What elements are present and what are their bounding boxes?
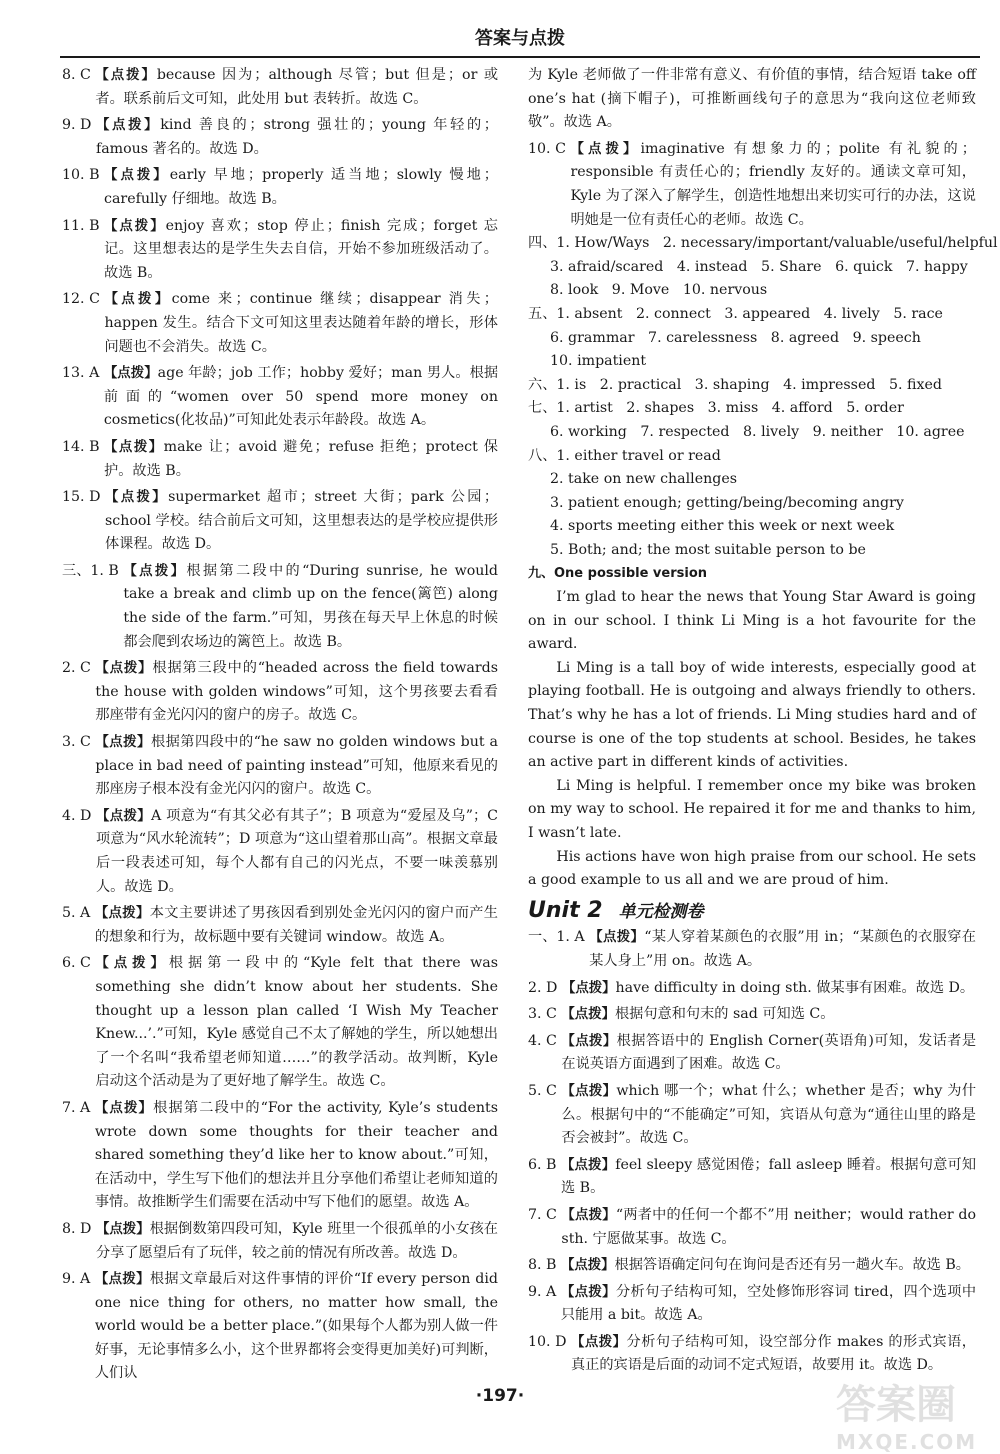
explanation-content: 为 Kyle 老师做了一件非常有意义、有价值的事情，结合短语 take off one’s hat (摘下帽子)，可推断画线句子的意思为“我向这位老师致敬”。故选 A。 [528, 67, 976, 131]
answer-line: 8. look 9. Move 10. nervous [550, 282, 768, 299]
answer-entry [62, 560, 498, 654]
hint-tag: 【点拨】 [95, 68, 157, 83]
header-title: 答案与点拨 [475, 28, 565, 49]
answer-line: 3. afraid/scared 4. instead 5. Share 6. quick 7. happy [550, 258, 968, 275]
answer-number: 11. B [62, 217, 105, 234]
hint-tag: 【点拨】 [561, 1033, 617, 1049]
hint-tag: 【点拨】 [570, 141, 641, 157]
explanation-content: A 项意为“有其父必有其子”；B 项意为“爱屋及乌”；C 项意为“风水轮流转”；D 项意为“这山望着那山高”。根据文章最后一段表述可知，每个人都有自己的闪光点，不要一味羡慕别人。故选 D。 [95, 807, 498, 895]
hint-tag: 【点拨】 [561, 1007, 615, 1023]
answer-entry [62, 1218, 498, 1265]
hint-tag: 【点拨】 [94, 906, 150, 922]
essay-paragraph: His actions have won high praise from our school. He sets a good example to us all and we are proud of him. [528, 848, 976, 889]
hint-tag: 【点拨】 [104, 490, 169, 506]
explanation-content: imaginative 有想象力的；polite 有礼貌的；responsible 有责任心的；friendly 友好的。通读文章可知，Kyle 为了深入了解学生，创造性地想出来切实可行的办法，这说明她是一位有责任心的老师。故选 C。 [570, 140, 976, 228]
answer-number: 7. C [528, 1206, 562, 1223]
explanation-text [561, 1080, 976, 1151]
left-column [62, 64, 498, 1386]
explanation-content: “某人穿着某颜色的衣服”用 in；“某颜色的衣服穿在某人身上”用 on。故选 A。 [589, 929, 976, 969]
answer-entry [62, 486, 498, 557]
hint-tag: 【点拨】 [104, 218, 166, 234]
explanation-text [104, 288, 498, 359]
explanation-content: 根据第一段中的“Kyle felt that there was something she didn’t know about her students. She thought up a lesson plan called ‘I Wish My Teacher Knew...’.”可知，Kyle 感觉自己不太了解她的学生，所以她想出了一个名叫“我希望老师知道……”的教学活动。故判断，Kyle 启动这个活动是为了更好地了解学生。故选 C。 [95, 955, 498, 1090]
answer-entry [62, 215, 498, 286]
answer-number: 9. A [62, 1271, 95, 1288]
explanation-text [96, 114, 498, 161]
answer-line: 七、1. artist 2. shapes 3. miss 4. afford 5. order [528, 400, 904, 417]
hint-tag: 【点拨】 [561, 1207, 616, 1223]
hint-tag: 【点拨】 [123, 563, 187, 579]
page-number: ·197· [475, 1386, 525, 1406]
answer-line: 八、1. either travel or read [528, 447, 721, 464]
answer-line: 五、1. absent 2. connect 3. appeared 4. lively 5. race [528, 305, 943, 322]
explanation-content: come 来；continue 继续；disappear 消失；happen 发生。结合下文可知这里表达随着年龄的增长，形体问题也不会消失。故选 C。 [104, 291, 498, 355]
explanation-content: supermarket 超市；street 大街；park 公园；school 学校。结合前后文可知，这里想表达的是学校应提供形体课程。故选 D。 [104, 489, 499, 553]
explanation-content: kind 善良的；strong 强壮的；young 年轻的；famous 著名的。故选 D。 [95, 117, 498, 157]
hint-tag: 【点拨】 [560, 1284, 616, 1300]
answer-entry [62, 64, 498, 111]
answer-entry [528, 926, 976, 973]
section-nine-label: 九、One possible version [528, 566, 708, 582]
explanation-content: 根据答语确定问句在询问是否还有另一趟火车。故选 B。 [614, 1257, 970, 1274]
answer-number: 10. D [528, 1333, 571, 1350]
answer-entry [62, 657, 498, 728]
hint-tag: 【点拨】 [589, 930, 645, 946]
answer-number: 6. B [528, 1156, 561, 1173]
answer-entry [62, 164, 498, 211]
unit-title: Unit 2 [528, 897, 603, 923]
answer-entry [62, 436, 498, 483]
explanation-text [561, 1003, 976, 1027]
page-header [60, 22, 980, 58]
answer-entry [62, 362, 498, 433]
hint-tag: 【点拨】 [95, 118, 161, 134]
answer-line: 6. grammar 7. carelessness 8. agreed 9. speech [550, 329, 921, 346]
explanation-content: have difficulty in doing sth. 做某事有困难。故选 D。 [615, 979, 975, 996]
answer-entry [528, 1003, 976, 1027]
hint-tag: 【点拨】 [560, 1258, 615, 1274]
hint-tag: 【点拨】 [560, 1157, 616, 1173]
explanation-text [95, 1097, 498, 1215]
explanation-text [96, 805, 498, 899]
answer-entry [62, 114, 498, 161]
explanation-content: 根据倒数第四段可知，Kyle 班里一个很孤单的小女孩在分享了愿望后有了玩伴，较之前的情况有所改善。故选 D。 [95, 1220, 498, 1261]
answer-entry [528, 1204, 976, 1251]
hint-tag: 【点拨】 [94, 1272, 150, 1288]
explanation-text [561, 1254, 976, 1278]
answer-number: 13. A [62, 365, 104, 382]
explanation-content: 分析句子结构可知，空处修饰形容词 tired，四个选项中只能用 a bit。故选 A。 [560, 1283, 977, 1324]
hint-tag: 【点拨】 [561, 980, 616, 996]
answer-number: 3. C [62, 734, 96, 751]
answer-number: 14. B [62, 438, 105, 455]
answer-number: 4. C [528, 1032, 562, 1049]
answer-entry [528, 1154, 976, 1201]
answer-line: 10. impatient [550, 353, 647, 370]
answer-number: 9. A [528, 1283, 561, 1300]
explanation-content: 根据文章最后对这件事情的评价“If every person did one nice thing for others, no matter how small, the world would be a better place.”(如果每个人都为别人做一件好事，无论事情多么小，这个世界都将会变得更加美好)可判断，人们认 [94, 1271, 499, 1382]
explanation-text [105, 486, 498, 557]
hint-tag: 【点拨】 [561, 1083, 617, 1099]
explanation-content: 根据第二段中的“During sunrise, he would take a break and climb up on the fence(篱笆) along the side of the farm.”可知，男孩在每天早上休息的时候都会爬到农场边的篱笆上。故选 B。 [123, 562, 499, 650]
essay-paragraph: Li Ming is helpful. I remember once my bike was broken on my way to school. He repaired it for me and thanks to him, I wasn’t late. [528, 777, 976, 841]
answer-line: 5. Both; and; the most suitable person to be [550, 541, 866, 558]
explanation-text [561, 1281, 976, 1328]
explanation-content: age 年龄；job 工作；hobby 爱好；man 男人。根据前面的“women over 50 spend more money on cosmetics(化妆品)”可知此处表示年龄段。故选 A。 [103, 365, 499, 429]
explanation-content: make 让；avoid 避免；refuse 拒绝；protect 保护。故选 B。 [104, 438, 498, 479]
answer-number: 3. C [528, 1006, 562, 1023]
explanation-content: feel sleepy 感觉困倦；fall asleep 睡着。根据句意可知选 B。 [560, 1156, 977, 1197]
answer-number: 一、1. A [528, 929, 590, 946]
explanation-text [570, 138, 976, 232]
answer-entry [528, 64, 976, 135]
explanation-text [561, 1030, 976, 1077]
hint-tag: 【点拨】 [104, 168, 170, 184]
hint-tag: 【点拨】 [94, 1100, 154, 1116]
explanation-text [95, 64, 498, 111]
explanation-text [104, 215, 498, 286]
explanation-text [104, 436, 498, 483]
hint-tag: 【点拨】 [570, 1334, 627, 1350]
explanation-content: 本文主要讲述了男孩因看到别处金光闪闪的窗户而产生的想象和行为，故标题中要有关键词 window。故选 A。 [94, 905, 498, 945]
explanation-content: 根据第三段中的“headed across the field towards the house with golden windows”可知，这个男孩要去看看那座带有金光闪闪的窗户的房子。故选 C。 [95, 660, 499, 724]
watermark-text: 答案圈 [836, 1382, 956, 1428]
answer-number: 15. D [62, 489, 105, 506]
explanation-text [589, 926, 976, 973]
hint-tag: 【点拨】 [103, 366, 158, 382]
answer-number: 2. D [528, 979, 562, 996]
answer-number: 8. B [528, 1257, 561, 1274]
explanation-text [104, 164, 498, 211]
watermark-url: MXQE.COM [836, 1430, 978, 1454]
answer-entry [528, 977, 976, 1001]
explanation-text [104, 362, 498, 433]
answer-number: 5. A [62, 905, 95, 922]
answer-entry [528, 1080, 976, 1151]
answer-number: 8. C [62, 67, 96, 83]
explanation-content: which 哪一个；what 什么；whether 是否；why 为什么。根据句中的“不能确定”可知，宾语从句意为“通往山里的路是否会被封”。故选 C。 [561, 1082, 977, 1147]
answer-number: 10. B [62, 167, 105, 184]
answer-number: 6. C [62, 955, 96, 972]
explanation-content: because 因为；although 尽管；but 但是；or 或者。联系前后文可知，此处用 but 表转折。故选 C。 [95, 67, 499, 107]
explanation-content: 根据句意和句末的 sad 可知选 C。 [614, 1006, 835, 1023]
watermark-logo [836, 1373, 986, 1454]
answer-line: 6. working 7. respected 8. lively 9. neither 10. agree [550, 423, 965, 440]
answer-number: 9. D [62, 117, 96, 134]
explanation-text [95, 731, 498, 802]
explanation-content: 根据第四段中的“he saw no golden windows but a place in bad need of painting instead”可知，他原来看见的那座房子根本没有金光闪闪的窗户。故选 C。 [95, 734, 499, 798]
answer-number: 12. C [62, 291, 105, 308]
sample-essay [528, 586, 976, 893]
unit-subtitle: 单元检测卷 [618, 901, 704, 922]
answer-entry [528, 1281, 976, 1328]
answer-number: 4. D [62, 807, 96, 824]
fill-in-answers [528, 232, 998, 562]
hint-tag: 【点拨】 [95, 808, 151, 824]
answer-number: 三、1. B [62, 562, 124, 579]
explanation-text [95, 952, 498, 1094]
answer-entry [62, 731, 498, 802]
answer-entry [62, 952, 498, 1094]
hint-tag: 【点拨】 [95, 661, 153, 677]
hint-tag: 【点拨】 [95, 1221, 150, 1237]
answer-number: 2. C [62, 660, 96, 677]
answer-entry [62, 902, 498, 949]
answer-entry [62, 1268, 498, 1386]
hint-tag: 【点拨】 [95, 735, 151, 751]
explanation-text [95, 1268, 498, 1386]
hint-tag: 【点拨】 [104, 439, 164, 455]
explanation-text [561, 1154, 976, 1201]
explanation-text [571, 1331, 976, 1378]
hint-tag: 【点拨】 [104, 292, 172, 308]
explanation-text [561, 1204, 976, 1251]
explanation-content: enjoy 喜欢；stop 停止；finish 完成；forget 忘记。这里想表达的是学生失去自信，开始不参加班级活动了。故选 B。 [104, 217, 498, 281]
answer-line: 4. sports meeting either this week or next week [550, 518, 895, 535]
answer-line: 六、1. is 2. practical 3. shaping 4. impressed 5. fixed [528, 376, 942, 393]
answer-entry [528, 138, 976, 232]
answer-entry [528, 1254, 976, 1278]
right-column [528, 64, 998, 1378]
explanation-text [123, 560, 498, 654]
answer-entry [528, 1331, 976, 1378]
explanation-content: 根据第二段中的“For the activity, Kyle’s students wrote down some thoughts for their teacher and shared something they’d like her to know about.”可知，在活动中，学生写下他们的想法并且分享他们希望让老师知道的事情。故推断学生们需要在活动中写下他们的愿望。故选 A。 [94, 1099, 499, 1211]
hint-tag: 【点拨】 [95, 956, 169, 972]
answer-line: 四、1. How/Ways 2. necessary/important/valuable/useful/helpful [528, 235, 998, 252]
answer-number: 5. C [528, 1082, 562, 1099]
explanation-text [96, 1218, 498, 1265]
answer-number: 7. A [62, 1099, 95, 1116]
answer-entry [62, 805, 498, 899]
explanation-text [562, 977, 976, 1001]
explanation-content: 根据答语中的 English Corner(英语角)可知，发话者是在说英语方面遇到了困难。故选 C。 [561, 1032, 977, 1073]
explanation-text [95, 902, 498, 949]
answer-entry [528, 1030, 976, 1077]
unit-two-answers [528, 926, 976, 1378]
explanation-text [528, 64, 976, 135]
explanation-content: 分析句子结构可知，设空部分作 makes 的形式宾语，真正的宾语是后面的动词不定式短语，故要用 it。故选 D。 [570, 1333, 976, 1374]
explanation-text [95, 657, 498, 728]
answer-number: 8. D [62, 1220, 96, 1237]
essay-paragraph: Li Ming is a tall boy of wide interests, especially good at playing football. He is outgoing and always friendly to others. That’s why he has a lot of friends. Li Ming studies hard and of course is one of the top students at school. Besides, he takes an active part in different kinds of activities. [528, 659, 976, 771]
essay-paragraph: I’m glad to hear the news that Young Star Award is going on in our school. I think Li Ming is a hot favourite for the award. [528, 589, 976, 653]
answer-line: 2. take on new challenges [550, 471, 737, 488]
unit-heading [528, 899, 976, 925]
answer-line: 3. patient enough; getting/being/becoming angry [550, 494, 904, 511]
answer-entry [62, 1097, 498, 1215]
right-top-entries [528, 64, 976, 232]
explanation-content: “两者中的任何一个都不”用 neither；would rather do sth. 宁愿做某事。故选 C。 [561, 1206, 977, 1247]
answer-entry [62, 288, 498, 359]
explanation-content: early 早地；properly 适当地；slowly 慢地；carefully 仔细地。故选 B。 [104, 167, 498, 207]
answer-number: 10. C [528, 140, 571, 157]
